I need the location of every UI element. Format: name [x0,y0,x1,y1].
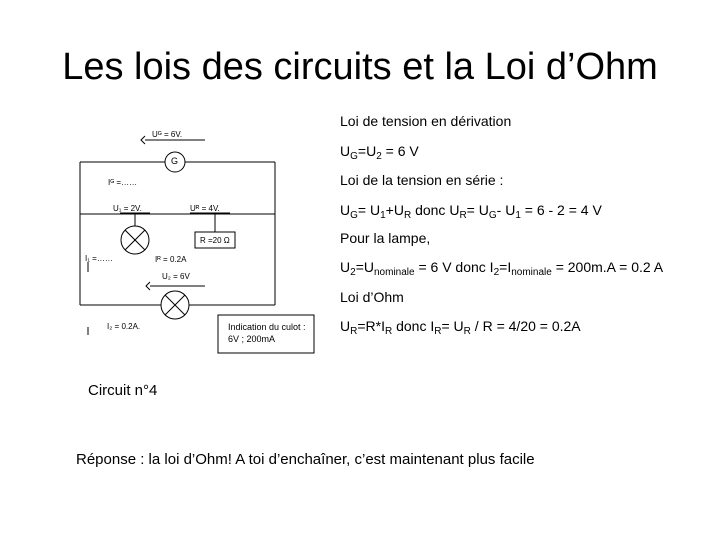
heading-lampe: Pour la lampe, [340,230,431,246]
label-u2: U₂ = 6V [162,272,190,281]
label-ur: Uᴿ = 4V. [190,204,220,213]
label-ig: Iᴳ =…… [108,178,138,187]
generator-label: G [171,156,179,166]
label-i1: I₁ =…… [85,254,113,263]
arrow-u2-head [146,282,150,290]
label-ug: Uᴳ = 6V. [152,130,183,139]
equation-derivation: $U_G=U_2 = 6$ V [340,143,419,162]
label-resistor: R =20 Ω [200,236,230,245]
lamp-note: Indication du culot : 6V ; 200mA [228,322,306,344]
heading-derivation: Loi de tension en dérivation [340,113,512,129]
label-ir: Iᴿ = 0.2A [155,255,187,264]
answer-text: Réponse : la loi d’Ohm! A toi d’enchaîner, c’est maintenant plus facile [76,451,535,468]
equation-serie: $U_G= U_1+U_R$ donc $U_R= U_G-$ $U_1 = 6 - 2 = 4$ V [340,202,602,221]
label-u1: U₁ = 2V. [113,204,142,213]
heading-ohm: Loi d’Ohm [340,289,404,305]
circuit-caption: Circuit n°4 [88,382,158,399]
label-i2: I₂ = 0.2A. [107,322,141,331]
equation-ohm: $U_R=R*I_R$ donc $I_R= U_R / R = 4/20 = 0.2A$ [340,318,581,337]
equation-lampe: $U_2=U_{nominale} = 6$ V donc $I_2=I_{nominale} = 200m.A = 0.2$ A [340,259,664,278]
page-title: Les lois des circuits et la Loi d’Ohm [62,46,658,88]
heading-serie: Loi de la tension en série : [340,172,504,188]
arrow-ug-head [141,136,145,144]
